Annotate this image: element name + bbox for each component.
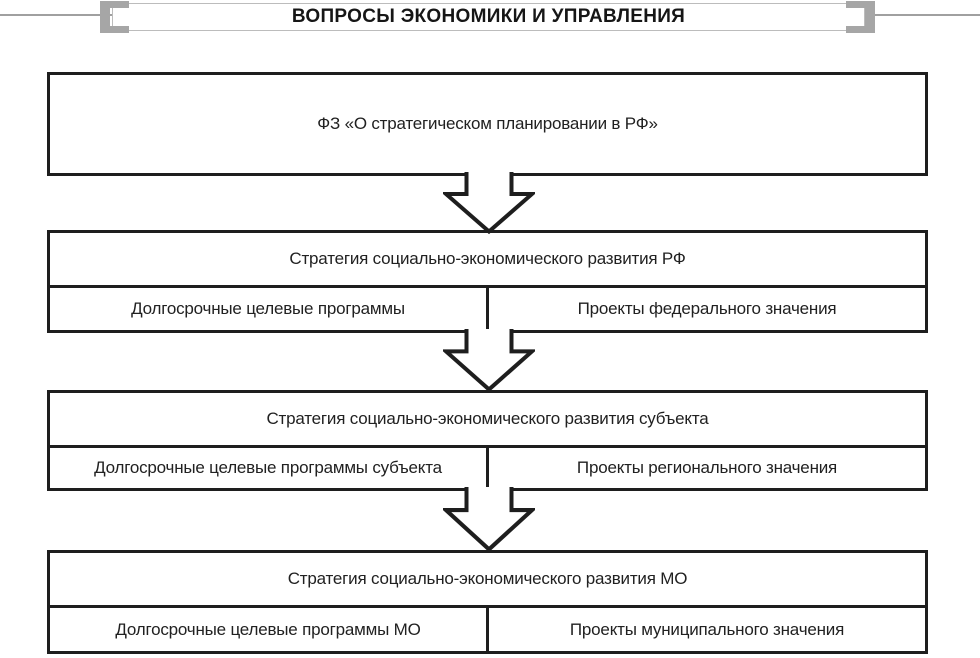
municipal-projects-cell [489, 608, 925, 651]
regional-projects-label: Проекты регионального значения [576, 458, 838, 477]
municipal-programs-label: Долгосрочные целевые программы МО [115, 619, 421, 639]
federal-projects-cell [489, 288, 925, 330]
right-bracket-icon [846, 1, 875, 33]
municipal-programs-cell [50, 608, 489, 651]
law-box [47, 72, 928, 176]
level-regional-group [47, 390, 928, 491]
federal-projects-label: Проекты федерального значения [577, 299, 837, 318]
regional-programs-cell [50, 448, 489, 488]
journal-title: ВОПРОСЫ ЭКОНОМИКИ И УПРАВЛЕНИЯ [291, 6, 686, 27]
down-arrow-icon [443, 172, 535, 234]
journal-title-box [112, 3, 865, 31]
federal-strategy-label: Стратегия социально-экономического развития РФ [289, 249, 686, 268]
down-arrow-icon [443, 329, 535, 392]
municipal-strategy-label: Стратегия социально-экономического развития МО [287, 569, 688, 588]
regional-projects-cell [489, 448, 925, 488]
left-bracket-icon [100, 1, 129, 33]
federal-programs-label: Долгосрочные целевые программы [131, 299, 405, 318]
down-arrow-icon [443, 487, 535, 552]
regional-programs-label: Долгосрочные целевые программы субъекта [94, 458, 442, 477]
regional-strategy-row [50, 393, 925, 448]
federal-strategy-row [50, 233, 925, 288]
municipal-cells-row [50, 608, 925, 651]
level-federal-group [47, 230, 928, 333]
federal-programs-cell [50, 288, 489, 330]
municipal-strategy-row [50, 553, 925, 608]
municipal-projects-label: Проекты муниципального значения [569, 619, 845, 639]
law-box-label: ФЗ «О стратегическом планировании в РФ» [317, 114, 658, 133]
regional-strategy-label: Стратегия социально-экономического развития субъекта [266, 409, 709, 428]
regional-cells-row [50, 448, 925, 488]
federal-cells-row [50, 288, 925, 330]
level-municipal-group [47, 550, 928, 654]
